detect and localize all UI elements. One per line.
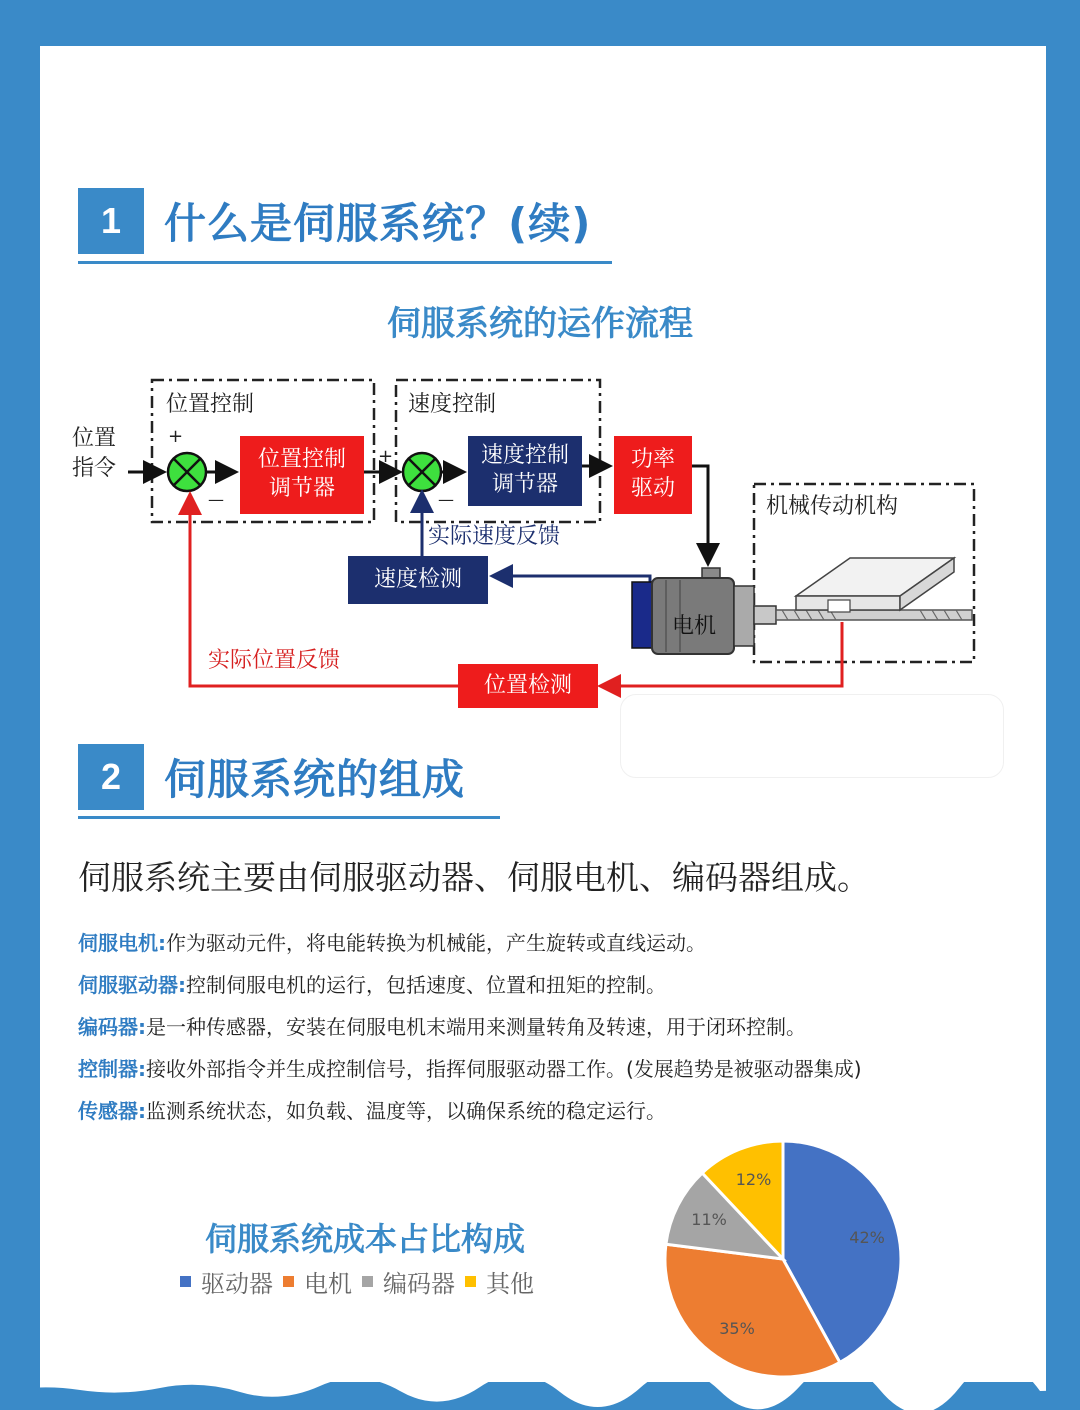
speed-feedback-label: 实际速度反馈: [428, 524, 561, 549]
legend-swatch: [465, 1276, 476, 1287]
legend-swatch: [180, 1276, 191, 1287]
cost-chart-title: 伺服系统成本占比构成: [205, 1220, 526, 1258]
legend-swatch: [283, 1276, 294, 1287]
section-1-number: 1: [78, 188, 144, 254]
section-2-number: 2: [78, 744, 144, 810]
pie-data-label: 12%: [735, 1170, 772, 1189]
legend-label: 电机: [304, 1270, 352, 1298]
sum2-plus: +: [378, 446, 394, 467]
input-label-line1: 位置: [72, 426, 117, 451]
definition-text: 是一种传感器，安装在伺服电机末端用来测量转角及转速，用于闭环控制。: [146, 1015, 806, 1039]
sum1-minus: —: [208, 490, 224, 509]
legend-swatch: [362, 1276, 373, 1287]
section-2-underline: [78, 816, 500, 819]
motor-icon: [632, 568, 776, 654]
legend-item: [283, 1264, 352, 1299]
definition-term: 伺服电机:: [78, 931, 166, 955]
position-control-label: 位置控制: [166, 392, 255, 417]
servo-flow-diagram: [60, 360, 1020, 720]
definition-term: 传感器:: [78, 1099, 146, 1123]
speed-detect-block: [348, 556, 488, 604]
torn-bottom-edge: [0, 1382, 1080, 1410]
speed-detect-text: 速度检测: [373, 566, 462, 592]
cost-chart-legend: [180, 1264, 544, 1299]
position-regulator-block: [240, 436, 364, 514]
position-detect-text: 位置检测: [483, 672, 572, 698]
definition-text: 控制伺服电机的运行，包括速度、位置和扭矩的控制。: [186, 973, 666, 997]
definition-term: 编码器:: [78, 1015, 146, 1039]
speed-regulator-block: [468, 436, 582, 506]
power-drive-block: [614, 436, 692, 514]
section-1-title: 什么是伺服系统？(续): [164, 199, 592, 248]
section-2-header: [78, 744, 465, 810]
sum1-plus: +: [168, 426, 184, 447]
legend-label: 驱动器: [201, 1270, 273, 1298]
power-drive-line1: 功率: [630, 447, 675, 473]
definition-row: [78, 926, 1018, 968]
speed-reg-line2: 调节器: [491, 472, 558, 497]
definition-term: 控制器:: [78, 1057, 146, 1081]
definition-text: 接收外部指令并生成控制信号，指挥伺服驱动器工作。(发展趋势是被驱动器集成): [146, 1057, 862, 1081]
pos-reg-line1: 位置控制: [257, 447, 346, 473]
legend-item: [362, 1264, 455, 1299]
blank-overlay: [620, 694, 1004, 778]
legend-item: [465, 1264, 534, 1299]
section-1-underline: [78, 261, 612, 264]
pie-data-label: 42%: [849, 1227, 885, 1247]
definition-row: [78, 968, 1018, 1010]
intro-text: 伺服系统主要由伺服驱动器、伺服电机、编码器组成。: [78, 858, 870, 897]
definition-term: 伺服驱动器:: [78, 973, 186, 997]
linear-stage-icon: [776, 558, 972, 620]
cost-pie-chart: [660, 1136, 906, 1382]
section-2-title: 伺服系统的组成: [164, 755, 466, 804]
mechanism-label: 机械传动机构: [766, 494, 899, 519]
definition-row: [78, 1052, 1018, 1094]
legend-item: [180, 1264, 273, 1299]
definition-row: [78, 1094, 1018, 1136]
definition-text: 作为驱动元件，将电能转换为机械能，产生旋转或直线运动。: [166, 931, 706, 955]
pie-data-label: 35%: [719, 1319, 755, 1339]
legend-label: 编码器: [383, 1270, 455, 1298]
legend-label: 其他: [486, 1270, 534, 1298]
section-1-header: [78, 188, 591, 254]
power-drive-line2: 驱动: [630, 476, 675, 501]
speed-reg-line1: 速度控制: [480, 443, 569, 469]
input-label-line2: 指令: [72, 456, 117, 481]
speed-control-label: 速度控制: [408, 392, 497, 417]
position-detect-block: [458, 664, 598, 708]
definition-text: 监测系统状态，如负载、温度等，以确保系统的稳定运行。: [146, 1099, 666, 1123]
position-feedback-label: 实际位置反馈: [208, 648, 341, 673]
pie-data-label: 11%: [691, 1210, 727, 1230]
definition-row: [78, 1010, 1018, 1052]
flow-title: 伺服系统的运作流程: [387, 304, 693, 344]
motor-label: 电机: [672, 614, 717, 639]
definitions-list: [78, 926, 1018, 1136]
pos-reg-line2: 调节器: [268, 476, 335, 501]
sum2-minus: —: [438, 490, 454, 509]
